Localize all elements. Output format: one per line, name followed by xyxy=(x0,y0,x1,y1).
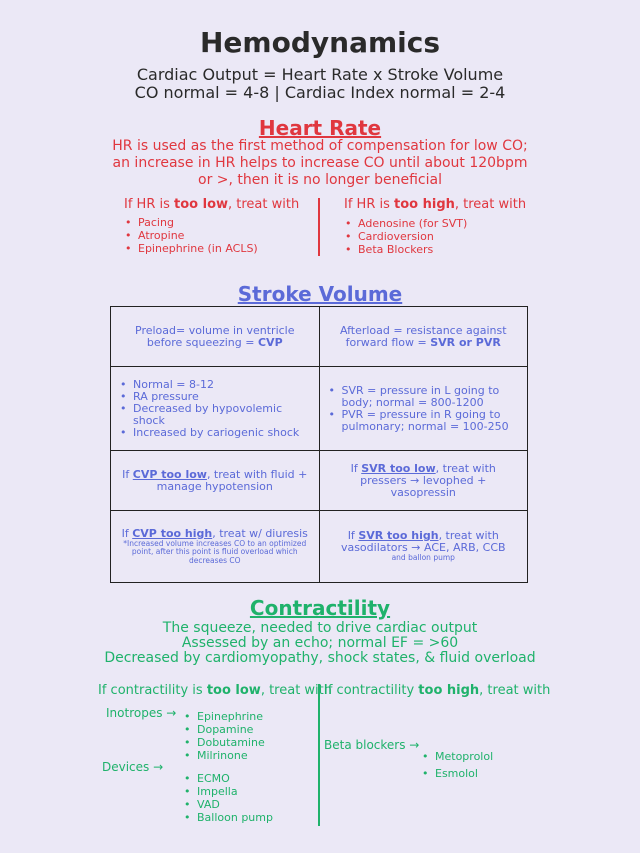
list-item: • PVR = pressure in R going to pulmonary; normal = 100-250 xyxy=(328,409,520,433)
preload-cell: Preload= volume in ventricle before squeezing = CVP xyxy=(111,307,320,367)
list-item: • Epinephrine (in ACLS) xyxy=(124,242,258,255)
list-item: • RA pressure xyxy=(119,391,311,403)
devices-list xyxy=(183,772,273,824)
list-item: • Decreased by hypovolemic shock xyxy=(119,403,311,427)
cvp-high-note: *Increased volume increases CO to an optimized point, after this point is fluid overload which decreases CO xyxy=(123,538,307,565)
page-title: Hemodynamics xyxy=(200,26,440,59)
list-item: • Pacing xyxy=(124,216,258,229)
contractility-high-header: If contractility too high, treat with xyxy=(324,683,551,698)
stroke-volume-table xyxy=(110,306,528,583)
cvp-details-cell xyxy=(111,367,320,451)
hr-high-header: If HR is too high, treat with xyxy=(344,197,527,212)
list-item: • Epinephrine xyxy=(183,710,265,723)
list-item: • Cardioversion xyxy=(344,230,467,243)
list-item: • Dobutamine xyxy=(183,736,265,749)
svr-low-cell: If SVR too low, treat with pressers → levophed + vasopressin xyxy=(319,451,528,511)
list-item: • Esmolol xyxy=(421,765,493,782)
svr-details-list xyxy=(328,385,520,433)
list-item: • VAD xyxy=(183,798,273,811)
hr-high-treatment-list xyxy=(344,217,467,256)
inotropes-label: Inotropes → xyxy=(106,706,177,720)
contractility-description: The squeeze, needed to drive cardiac output Assessed by an echo; normal EF = >60 Decreased by cardiomyopathy, shock states, & fluid overload xyxy=(104,620,536,666)
hr-low-header: If HR is too low, treat with xyxy=(124,197,300,212)
list-item: • Increased by cariogenic shock xyxy=(119,427,311,439)
cvp-low-cell: If CVP too low, treat with fluid + manage hypotension xyxy=(111,451,320,511)
list-item: • Dopamine xyxy=(183,723,265,736)
contractility-divider xyxy=(318,684,320,826)
list-item: • Impella xyxy=(183,785,273,798)
beta-blockers-label: Beta blockers → xyxy=(324,738,420,752)
hr-divider xyxy=(318,198,320,256)
cardiac-output-formula: Cardiac Output = Heart Rate x Stroke Volume xyxy=(136,65,504,84)
list-item: • Balloon pump xyxy=(183,811,273,824)
svr-details-cell xyxy=(319,367,528,451)
cvp-high-cell: If CVP too high, treat w/ diuresis *Increased volume increases CO to an optimized point, after this point is fluid overload which decreases CO xyxy=(111,511,320,583)
list-item: • Normal = 8-12 xyxy=(119,379,311,391)
contractility-low-header: If contractility is too low, treat with xyxy=(98,683,333,698)
heart-rate-heading: Heart Rate xyxy=(258,116,382,140)
list-item: • Adenosine (for SVT) xyxy=(344,217,467,230)
list-item: • Beta Blockers xyxy=(344,243,467,256)
hr-low-treatment-list xyxy=(124,216,258,255)
list-item: • Milrinone xyxy=(183,749,265,762)
afterload-cell: Afterload = resistance against forward flow = SVR or PVR xyxy=(319,307,528,367)
normal-values: CO normal = 4-8 | Cardiac Index normal = 2-4 xyxy=(134,83,506,102)
cvp-details-list xyxy=(119,379,311,439)
stroke-volume-heading: Stroke Volume xyxy=(237,282,403,306)
list-item: • Atropine xyxy=(124,229,258,242)
svr-high-cell: If SVR too high, treat with vasodilators → ACE, ARB, CCB and ballon pump xyxy=(319,511,528,583)
list-item: • SVR = pressure in L going to body; normal = 800-1200 xyxy=(328,385,520,409)
list-item: • Metoprolol xyxy=(421,748,493,765)
inotropes-list xyxy=(183,710,265,762)
list-item: • ECMO xyxy=(183,772,273,785)
contractility-heading: Contractility xyxy=(249,596,391,620)
svr-high-note: and ballon pump xyxy=(391,553,455,563)
heart-rate-description: HR is used as the first method of compensation for low CO; an increase in HR helps to increase CO until about 120bpm or >, then it is no longer beneficial xyxy=(112,138,528,188)
devices-label: Devices → xyxy=(102,760,164,774)
beta-blockers-list xyxy=(421,748,493,782)
